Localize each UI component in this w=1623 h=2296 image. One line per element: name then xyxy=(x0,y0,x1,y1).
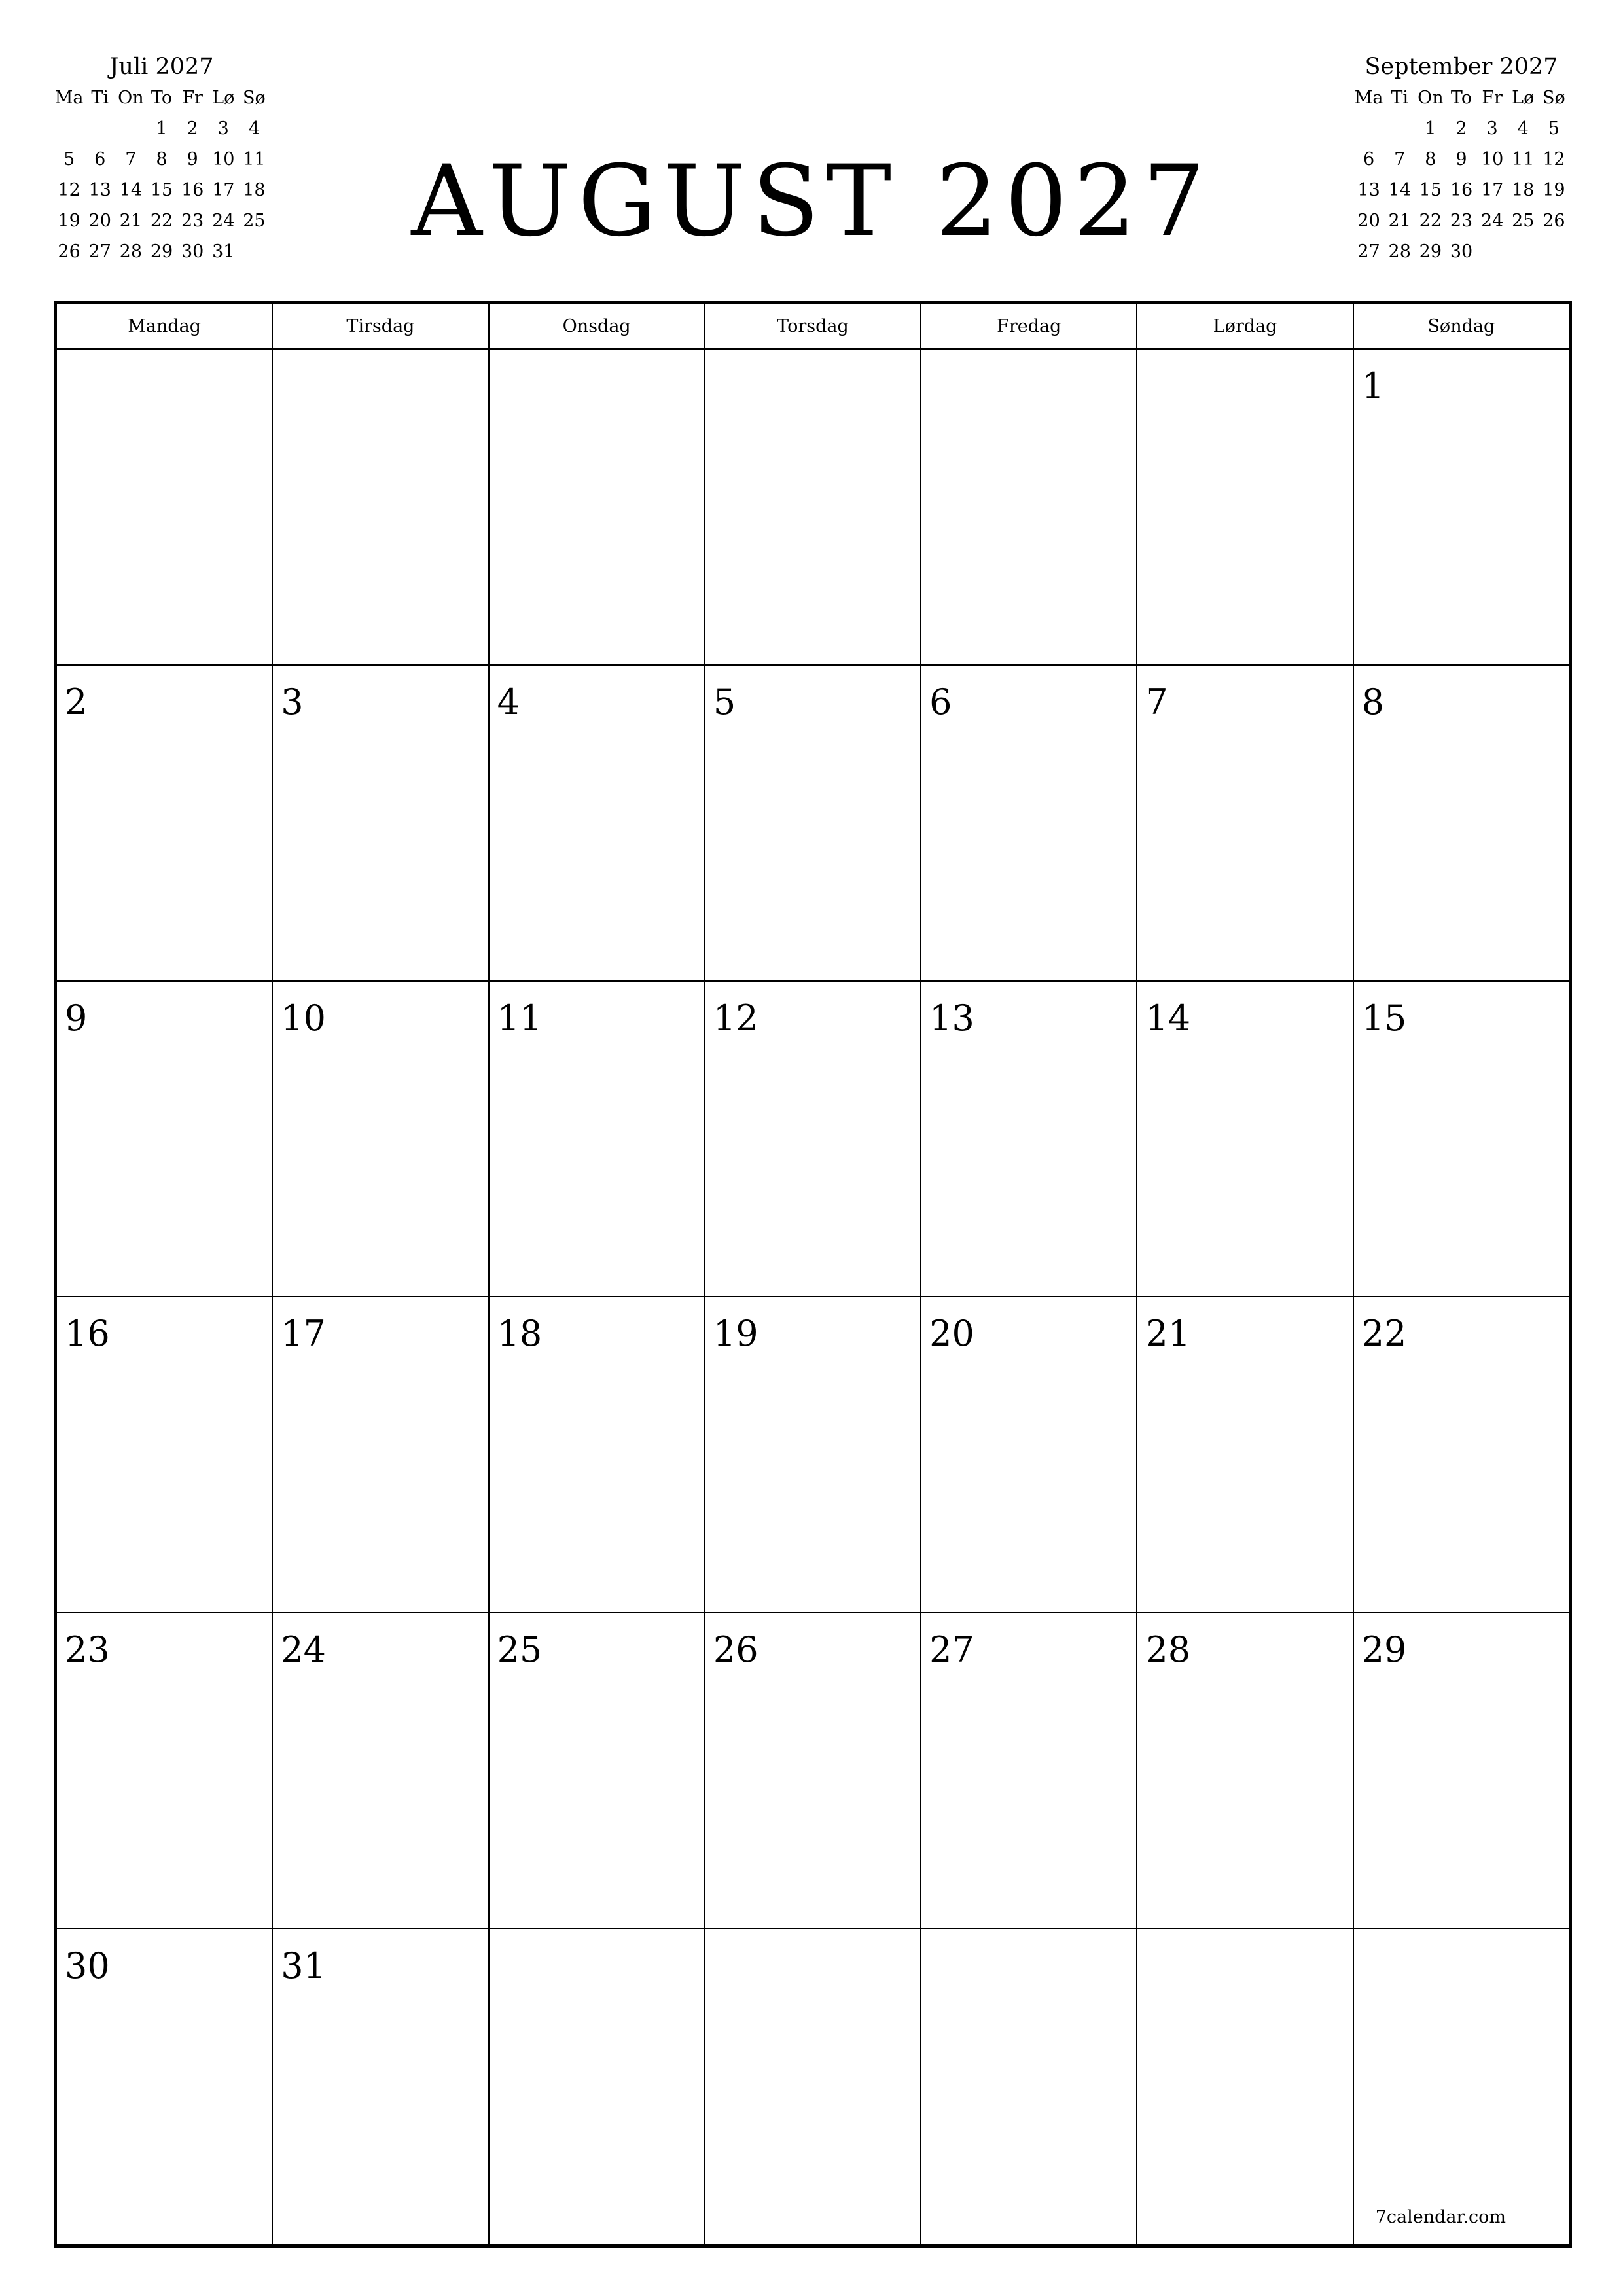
day-number xyxy=(490,350,704,367)
day-cell[interactable] xyxy=(1353,1613,1569,1929)
day-cell[interactable] xyxy=(489,1297,705,1613)
day-cell[interactable] xyxy=(1353,349,1569,665)
mini-day: 12 xyxy=(1543,149,1565,170)
weekday-header: Søndag xyxy=(1353,304,1569,349)
weekday-label: On xyxy=(1418,88,1444,108)
day-number: 4 xyxy=(497,681,520,723)
mini-day: 12 xyxy=(58,180,80,200)
day-number xyxy=(705,350,920,367)
day-cell[interactable] xyxy=(1137,1297,1353,1613)
mini-day: 9 xyxy=(1455,149,1467,170)
day-cell[interactable] xyxy=(56,665,272,981)
mini-day: 23 xyxy=(1450,211,1473,231)
day-number: 6 xyxy=(929,681,952,723)
month-grid xyxy=(54,301,1572,2248)
weekday-header: Torsdag xyxy=(705,304,921,349)
weekday-label: Ma xyxy=(1354,88,1383,108)
day-number: 16 xyxy=(65,1313,110,1355)
day-number: 27 xyxy=(929,1629,974,1671)
mini-day: 18 xyxy=(243,180,266,200)
weekday-label: Ma xyxy=(54,88,84,108)
mini-day: 15 xyxy=(150,180,173,200)
mini-calendar-title: Juli 2027 xyxy=(109,54,214,80)
day-cell[interactable] xyxy=(921,1297,1137,1613)
mini-day: 2 xyxy=(187,118,198,139)
day-cell[interactable] xyxy=(1353,1297,1569,1613)
day-number: 11 xyxy=(497,997,543,1039)
mini-day: 5 xyxy=(63,149,75,170)
day-number: 31 xyxy=(281,1945,326,1987)
week-row xyxy=(56,349,1569,665)
mini-day: 3 xyxy=(217,118,229,139)
mini-day: 30 xyxy=(181,242,204,262)
day-cell[interactable] xyxy=(705,665,921,981)
weekday-header: Tirsdag xyxy=(272,304,488,349)
mini-day: 17 xyxy=(1480,180,1504,200)
weekday-label: Ti xyxy=(91,88,109,108)
mini-day: 13 xyxy=(1357,180,1380,200)
day-cell[interactable] xyxy=(921,349,1137,665)
weekday-label: Sø xyxy=(243,88,266,108)
mini-day: 4 xyxy=(248,118,260,139)
mini-day: 2 xyxy=(1455,118,1467,139)
day-number xyxy=(57,350,272,367)
day-number: 12 xyxy=(713,997,758,1039)
mini-day: 28 xyxy=(1388,242,1411,262)
day-number: 5 xyxy=(713,681,736,723)
mini-day: 29 xyxy=(1419,242,1442,262)
day-number: 21 xyxy=(1145,1313,1191,1355)
day-number: 1 xyxy=(1361,365,1385,406)
mini-day xyxy=(1384,113,1415,144)
mini-calendar-table xyxy=(1353,82,1569,267)
mini-day xyxy=(1353,113,1384,144)
day-cell[interactable] xyxy=(705,1613,921,1929)
mini-day: 1 xyxy=(156,118,168,139)
day-number: 23 xyxy=(65,1629,110,1671)
day-number: 24 xyxy=(281,1629,326,1671)
mini-day: 7 xyxy=(1394,149,1406,170)
day-cell[interactable] xyxy=(489,981,705,1297)
day-cell[interactable] xyxy=(56,1613,272,1929)
day-number: 17 xyxy=(281,1313,326,1355)
day-cell[interactable] xyxy=(272,349,488,665)
day-number xyxy=(1137,350,1352,367)
mini-day: 30 xyxy=(1450,242,1473,262)
mini-day: 11 xyxy=(243,149,266,170)
mini-day: 19 xyxy=(58,211,80,231)
page-title: AUGUST 2027 xyxy=(411,145,1212,259)
day-number: 18 xyxy=(497,1313,543,1355)
mini-day xyxy=(84,113,115,144)
day-cell[interactable] xyxy=(1353,1929,1569,2245)
mini-day: 29 xyxy=(150,242,173,262)
day-cell[interactable] xyxy=(1137,349,1353,665)
mini-day xyxy=(1539,236,1569,267)
mini-day: 23 xyxy=(181,211,204,231)
weekday-label: To xyxy=(151,88,173,108)
day-cell[interactable] xyxy=(705,1929,921,2245)
mini-day: 26 xyxy=(1543,211,1565,231)
day-number: 25 xyxy=(497,1629,543,1671)
day-cell[interactable] xyxy=(489,1613,705,1929)
day-cell[interactable] xyxy=(1353,665,1569,981)
week-row xyxy=(56,981,1569,1297)
day-cell[interactable] xyxy=(921,981,1137,1297)
mini-day xyxy=(1477,236,1508,267)
weekday-header: Onsdag xyxy=(489,304,705,349)
day-number xyxy=(921,350,1136,367)
day-cell[interactable] xyxy=(489,665,705,981)
day-number: 3 xyxy=(281,681,304,723)
mini-day: 22 xyxy=(150,211,173,231)
day-cell[interactable] xyxy=(921,1613,1137,1929)
mini-day: 16 xyxy=(181,180,204,200)
mini-day: 6 xyxy=(1363,149,1375,170)
weekday-label: Fr xyxy=(182,88,203,108)
mini-day: 16 xyxy=(1450,180,1473,200)
day-cell[interactable] xyxy=(489,1929,705,2245)
weekday-label: Lø xyxy=(1512,88,1535,108)
day-cell[interactable] xyxy=(705,1297,921,1613)
day-number: 13 xyxy=(929,997,974,1039)
day-number: 14 xyxy=(1145,997,1191,1039)
weekday-label: Sø xyxy=(1543,88,1565,108)
mini-day: 6 xyxy=(94,149,106,170)
day-number: 15 xyxy=(1361,997,1407,1039)
day-cell[interactable] xyxy=(1137,981,1353,1297)
mini-day: 15 xyxy=(1419,180,1442,200)
mini-day: 5 xyxy=(1548,118,1560,139)
day-cell[interactable] xyxy=(921,665,1137,981)
day-number: 9 xyxy=(65,997,88,1039)
day-cell[interactable] xyxy=(921,1929,1137,2245)
weekday-header: Lørdag xyxy=(1137,304,1353,349)
mini-day: 11 xyxy=(1512,149,1535,170)
mini-day: 7 xyxy=(125,149,137,170)
day-cell[interactable] xyxy=(1137,1929,1353,2245)
mini-day: 24 xyxy=(212,211,235,231)
day-cell[interactable] xyxy=(56,349,272,665)
day-cell[interactable] xyxy=(1137,1613,1353,1929)
brand-watermark: 7calendar.com xyxy=(1375,2207,1506,2227)
mini-day: 27 xyxy=(88,242,111,262)
mini-day: 8 xyxy=(1425,149,1436,170)
mini-day xyxy=(54,113,84,144)
day-cell[interactable] xyxy=(272,665,488,981)
day-cell[interactable] xyxy=(272,981,488,1297)
day-number: 28 xyxy=(1145,1629,1191,1671)
day-number: 19 xyxy=(713,1313,758,1355)
month-table xyxy=(56,303,1570,2246)
mini-day: 26 xyxy=(58,242,80,262)
mini-day: 19 xyxy=(1543,180,1565,200)
weekday-header-row xyxy=(56,304,1569,349)
mini-day: 25 xyxy=(1512,211,1535,231)
mini-day: 3 xyxy=(1486,118,1498,139)
mini-day: 9 xyxy=(187,149,198,170)
weekday-header: Fredag xyxy=(921,304,1137,349)
mini-day: 27 xyxy=(1357,242,1380,262)
mini-day: 17 xyxy=(212,180,235,200)
mini-day: 1 xyxy=(1425,118,1436,139)
day-number: 22 xyxy=(1361,1313,1407,1355)
day-cell[interactable] xyxy=(705,349,921,665)
weekday-label: On xyxy=(118,88,144,108)
weekday-label: To xyxy=(1450,88,1472,108)
mini-calendar-title: September 2027 xyxy=(1364,54,1558,80)
day-number: 20 xyxy=(929,1313,974,1355)
day-number xyxy=(490,1929,704,1946)
mini-day xyxy=(115,113,146,144)
mini-day: 21 xyxy=(1388,211,1411,231)
day-cell[interactable] xyxy=(1353,981,1569,1297)
day-cell[interactable] xyxy=(1137,665,1353,981)
mini-day: 14 xyxy=(1388,180,1411,200)
mini-day: 20 xyxy=(88,211,111,231)
mini-calendar-next xyxy=(1353,51,1569,267)
day-number xyxy=(1354,1929,1569,1946)
mini-day: 20 xyxy=(1357,211,1380,231)
day-number xyxy=(705,1929,920,1946)
day-cell[interactable] xyxy=(56,981,272,1297)
day-number: 8 xyxy=(1361,681,1385,723)
mini-day: 18 xyxy=(1512,180,1535,200)
week-row xyxy=(56,1929,1569,2245)
mini-day: 10 xyxy=(212,149,235,170)
day-cell[interactable] xyxy=(56,1929,272,2245)
mini-day: 10 xyxy=(1480,149,1504,170)
weekday-label: Fr xyxy=(1482,88,1503,108)
mini-day: 25 xyxy=(243,211,266,231)
mini-day: 21 xyxy=(119,211,143,231)
week-row xyxy=(56,1297,1569,1613)
day-cell[interactable] xyxy=(272,1297,488,1613)
day-cell[interactable] xyxy=(56,1297,272,1613)
day-cell[interactable] xyxy=(489,349,705,665)
day-number: 30 xyxy=(65,1945,110,1987)
week-row xyxy=(56,665,1569,981)
mini-day: 13 xyxy=(88,180,111,200)
mini-day: 31 xyxy=(212,242,235,262)
day-number: 26 xyxy=(713,1629,758,1671)
day-number: 10 xyxy=(281,997,326,1039)
mini-day: 4 xyxy=(1517,118,1529,139)
day-cell[interactable] xyxy=(272,1613,488,1929)
day-number xyxy=(1137,1929,1352,1946)
weekday-label: Lø xyxy=(212,88,235,108)
weekday-label: Ti xyxy=(1391,88,1409,108)
mini-day: 24 xyxy=(1480,211,1504,231)
day-cell[interactable] xyxy=(705,981,921,1297)
day-number: 2 xyxy=(65,681,88,723)
mini-day: 8 xyxy=(156,149,168,170)
day-number xyxy=(273,350,488,367)
mini-day: 28 xyxy=(119,242,143,262)
day-number xyxy=(921,1929,1136,1946)
mini-day: 22 xyxy=(1419,211,1442,231)
weekday-header: Mandag xyxy=(56,304,272,349)
day-number: 7 xyxy=(1145,681,1168,723)
day-cell[interactable] xyxy=(272,1929,488,2245)
day-number: 29 xyxy=(1361,1629,1407,1671)
week-row xyxy=(56,1613,1569,1929)
mini-day: 14 xyxy=(119,180,143,200)
mini-day xyxy=(1508,236,1539,267)
